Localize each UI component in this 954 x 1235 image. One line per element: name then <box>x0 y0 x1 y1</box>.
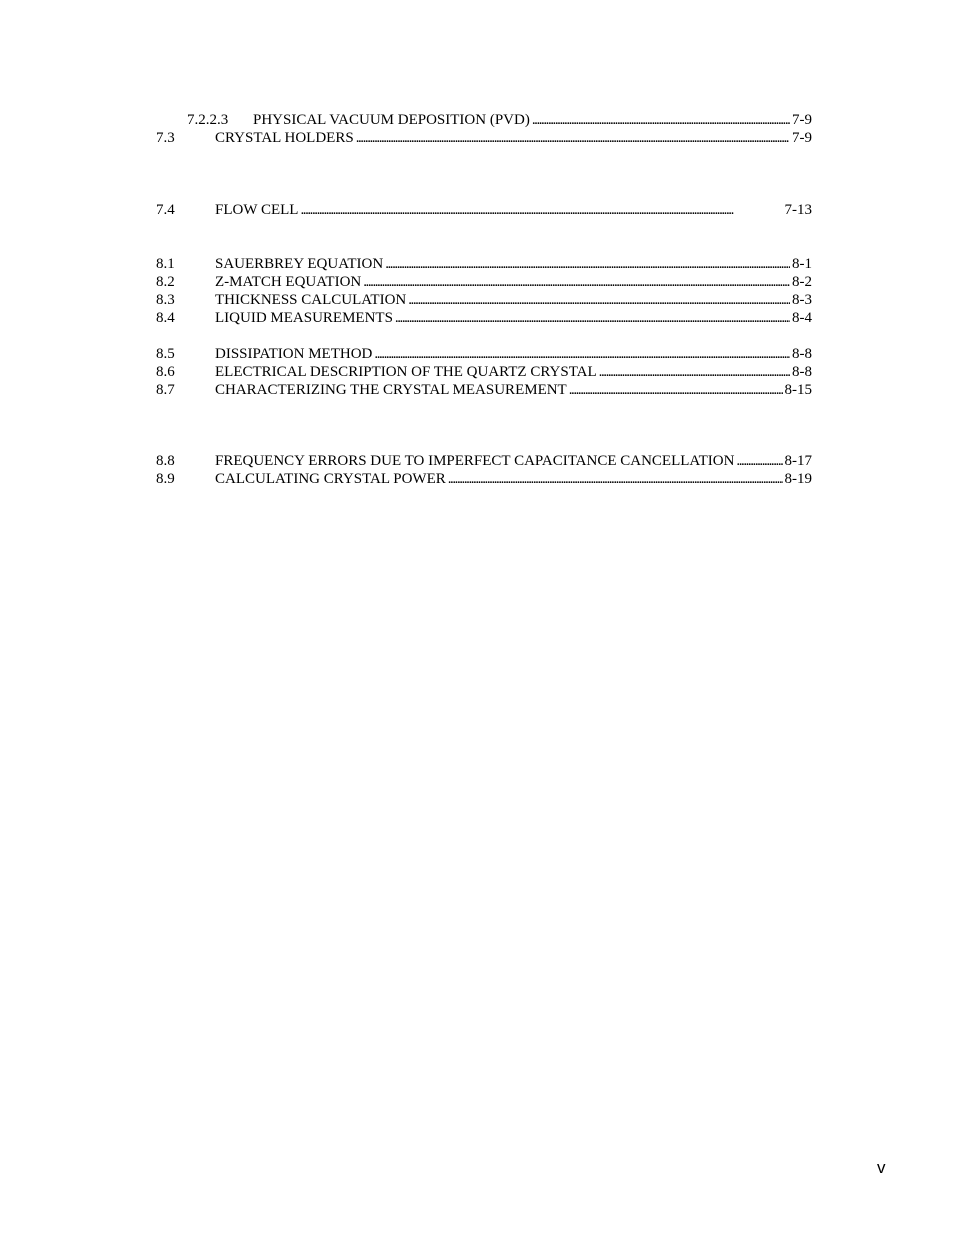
toc-entry-page: 7-9 <box>792 130 812 146</box>
toc-entry-title: SAUERBREY EQUATION <box>215 256 384 272</box>
toc-entry-number: 8.8 <box>156 453 175 469</box>
toc-entry-title: Z-MATCH EQUATION <box>215 274 362 290</box>
toc-entry-8-5[interactable] <box>0 345 954 363</box>
toc-entry-8-6[interactable] <box>0 363 954 381</box>
toc-entry-title: ELECTRICAL DESCRIPTION OF THE QUARTZ CRYSTAL <box>215 364 597 380</box>
toc-entry-page: 8-2 <box>792 274 812 290</box>
toc-entry-title: DISSIPATION METHOD <box>215 346 373 362</box>
toc-entry-page: 8-19 <box>784 471 812 487</box>
toc-entry-7-4[interactable] <box>0 201 954 219</box>
toc-entry-number: 8.1 <box>156 256 175 272</box>
toc-entry-number: 8.2 <box>156 274 175 290</box>
toc-entry-8-1[interactable] <box>0 255 954 273</box>
toc-entry-number: 8.5 <box>156 346 175 362</box>
toc-entry-page: 8-8 <box>792 346 812 362</box>
dot-leader <box>448 470 783 488</box>
toc-entry-8-3[interactable] <box>0 291 954 309</box>
dot-leader <box>356 129 790 147</box>
toc-entry-title: THICKNESS CALCULATION <box>215 292 407 308</box>
dot-leader <box>385 255 790 273</box>
toc-entry-8-9[interactable] <box>0 470 954 488</box>
toc-entry-8-8[interactable] <box>0 452 954 470</box>
toc-entry-page: 8-3 <box>792 292 812 308</box>
toc-entry-page: 7-13 <box>784 202 812 218</box>
dot-leader <box>408 291 790 309</box>
toc-entry-number: 7.3 <box>156 130 175 146</box>
toc-entry-title: CRYSTAL HOLDERS <box>215 130 354 146</box>
toc-entry-number: 8.7 <box>156 382 175 398</box>
toc-entry-number: 8.9 <box>156 471 175 487</box>
toc-entry-title: CALCULATING CRYSTAL POWER <box>215 471 446 487</box>
toc-entry-page: 8-8 <box>792 364 812 380</box>
toc-entry-title: LIQUID MEASUREMENTS <box>215 310 393 326</box>
toc-entry-number: 8.6 <box>156 364 175 380</box>
toc-entry-page: 7-9 <box>792 112 812 128</box>
toc-entry-title: FREQUENCY ERRORS DUE TO IMPERFECT CAPACITANCE CANCELLATION <box>215 453 735 469</box>
toc-entry-7-2-2-3[interactable] <box>0 111 954 129</box>
dot-leader <box>736 452 782 470</box>
dot-leader <box>599 363 790 381</box>
toc-entry-title: FLOW CELL <box>215 202 299 218</box>
dot-leader <box>395 309 790 327</box>
toc-entry-number: 8.4 <box>156 310 175 326</box>
toc-entry-title: CHARACTERIZING THE CRYSTAL MEASUREMENT <box>215 382 567 398</box>
page-number: v <box>877 1158 886 1177</box>
toc-entry-7-3[interactable] <box>0 129 954 147</box>
dot-leader <box>569 381 783 399</box>
dot-leader <box>532 111 790 129</box>
toc-entry-8-7[interactable] <box>0 381 954 399</box>
dot-leader <box>300 201 782 219</box>
dot-leader <box>374 345 790 363</box>
toc-entry-8-2[interactable] <box>0 273 954 291</box>
toc-entry-page: 8-4 <box>792 310 812 326</box>
toc-entry-8-4[interactable] <box>0 309 954 327</box>
toc-entry-number: 8.3 <box>156 292 175 308</box>
toc-entry-page: 8-15 <box>784 382 812 398</box>
toc-entry-number: 7.4 <box>156 202 175 218</box>
toc-entry-page: 8-17 <box>784 453 812 469</box>
toc-entry-title: PHYSICAL VACUUM DEPOSITION (PVD) <box>253 112 530 128</box>
toc-entry-page: 8-1 <box>792 256 812 272</box>
dot-leader <box>363 273 790 291</box>
toc-entry-number: 7.2.2.3 <box>187 112 229 128</box>
